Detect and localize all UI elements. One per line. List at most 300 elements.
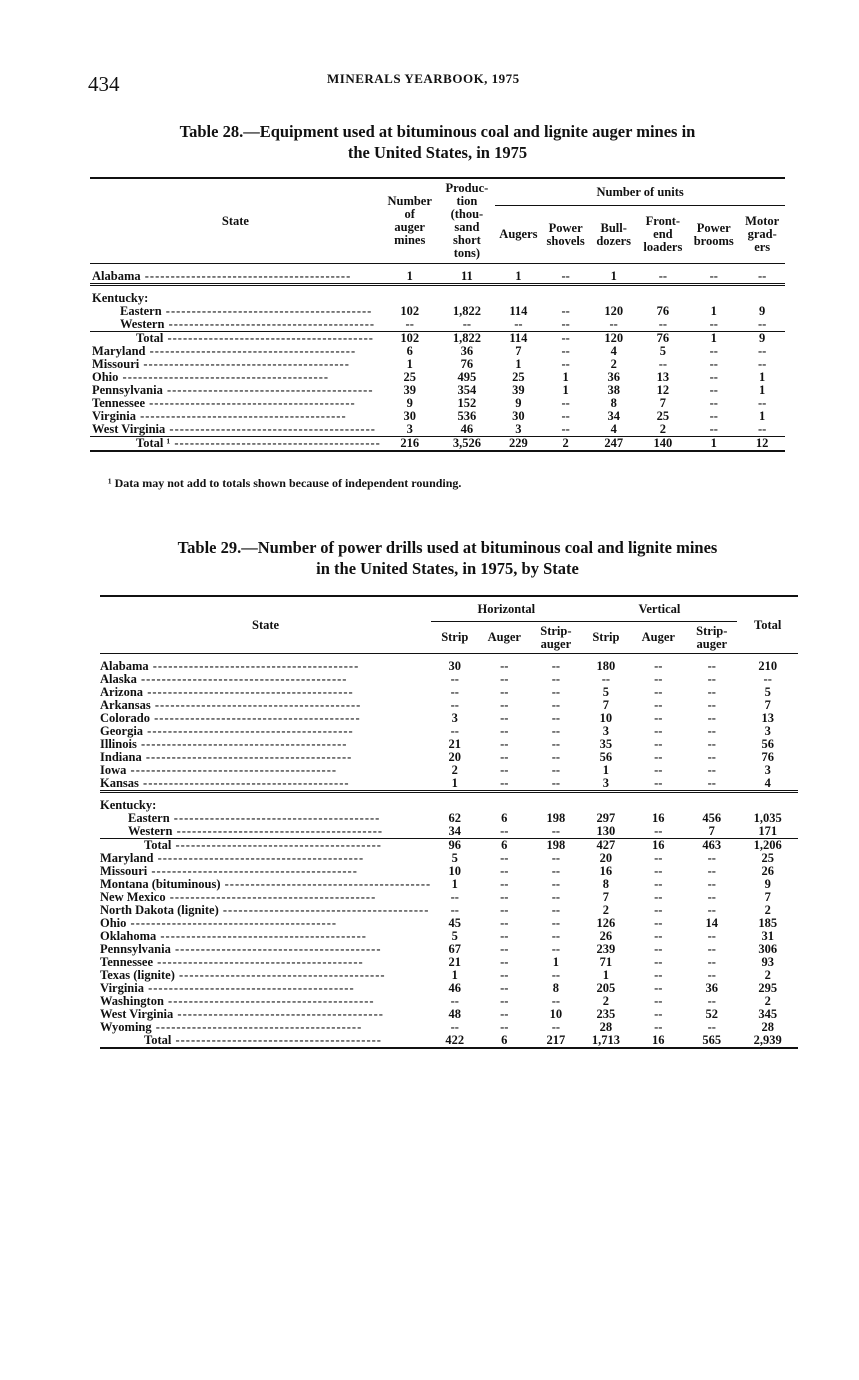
table-cell: 130 [582,825,631,839]
table-cell: -- [500,929,509,943]
row-label: Texas (lignite) ----- [100,969,431,982]
table-cell: 76 [761,750,774,764]
table-cell: 1,713 [591,1033,620,1047]
table-cell: 345 [758,1007,778,1021]
row-label: Pennsylvania ----- [90,384,381,397]
table-cell [630,792,686,813]
t28-load-l1: Front- [645,214,681,228]
table-cell: -- [450,685,459,699]
table-cell: -- [450,724,459,738]
table-row [100,839,798,853]
table-cell: 210 [758,659,778,673]
table-cell [542,285,590,306]
table-cell: -- [495,318,541,332]
table-cell: 171 [737,825,798,839]
table-cell: -- [707,942,716,956]
table-cell: -- [707,864,716,878]
table-cell: -- [638,264,688,285]
table-cell: -- [654,724,663,738]
table-cell: -- [654,890,663,904]
t28-shovels-l2: shovels [546,233,585,248]
table28-footnote: ¹ Data may not add to totals shown because of independent rounding. [108,476,462,490]
t28-prod-l5: short [453,233,481,247]
table-cell: -- [707,877,716,891]
table-cell: -- [654,929,663,943]
table-cell: -- [551,737,561,751]
table29-caption-line1: Table 29.—Number of power drills used at bituminous coal and lignite mines [177,538,718,557]
table-cell: -- [707,672,716,686]
table-cell: -- [654,981,663,995]
t28-shovels-l1: Power [548,220,583,235]
table-cell: 25 [761,851,774,865]
table-cell: 239 [596,942,616,956]
table29 [100,595,798,1049]
table-cell: 34 [431,825,478,839]
table-cell: 126 [596,916,616,930]
table-cell: -- [561,396,570,410]
row-label: Maryland ----- [90,345,381,358]
row-label: West Virginia ----- [100,1008,431,1021]
t28-prod-l6: tons) [453,246,481,260]
table-cell: -- [707,659,716,673]
table-row [100,917,798,930]
t28-brooms-l1: Power [696,220,731,235]
table-cell: -- [707,685,716,699]
table-cell: 1 [552,955,560,969]
table-cell: -- [707,955,716,969]
table-cell: -- [551,864,561,878]
table-cell: -- [530,777,581,792]
table-cell: 25 [403,370,416,384]
table-cell: 1 [451,877,458,891]
table-cell: 354 [457,383,477,397]
table-cell: 76 [460,357,474,371]
table-row [100,1008,798,1021]
table-cell: 180 [596,659,616,673]
table-cell: -- [500,711,509,725]
table-cell: 5 [602,685,610,699]
table-row [100,654,798,674]
table-row [90,345,785,358]
table-row [100,865,798,878]
row-label: Western ----- [100,825,431,839]
table-cell: -- [590,318,638,332]
table-cell: 9 [406,396,413,410]
table-cell: 30 [512,409,525,423]
table-cell: -- [500,942,509,956]
table-row [90,305,785,318]
t28-mines-l4: mines [394,233,426,247]
table-cell: -- [654,659,663,673]
table-cell: -- [758,396,767,410]
table-cell: -- [658,357,668,371]
t28-grad-l2: grad- [747,227,777,241]
table-cell: -- [561,357,570,371]
table-cell: 1 [602,763,610,777]
table-cell [739,285,785,306]
table-cell: -- [707,994,716,1008]
table-cell: -- [654,916,663,930]
table-cell: 9 [764,877,771,891]
t29-head-total: Total [737,596,798,654]
table-row [90,332,785,346]
table-cell: 30 [448,659,461,673]
table-cell: 2,939 [753,1033,782,1047]
table-cell: 28 [761,1020,774,1034]
table-cell: 495 [457,370,477,384]
table-cell: 198 [546,811,566,825]
table-cell: 1 [602,968,610,982]
t28-prod-l1: Produc- [445,181,489,195]
running-title: MINERALS YEARBOOK, 1975 [327,71,520,86]
table-cell: 46 [439,423,496,437]
table-cell: 36 [460,344,474,358]
table-cell: 10 [599,711,613,725]
table-cell: -- [500,968,509,982]
table-cell: 565 [702,1033,722,1047]
table-cell: 120 [604,331,624,345]
table-cell: -- [551,942,561,956]
table-cell: 20 [599,851,613,865]
table-cell: 8 [552,981,560,995]
table-cell: -- [450,672,459,686]
table-cell: -- [654,994,663,1008]
table-cell: 2 [764,903,771,917]
table-cell [590,285,638,306]
t28-mines-l2: of [404,207,415,221]
row-label: Missouri ----- [90,358,381,371]
table-cell: 9 [515,396,522,410]
table-row [100,764,798,777]
table-cell: 56 [599,750,613,764]
t29-hsa-l2: auger [540,636,572,651]
table-cell: -- [542,318,590,332]
table-cell: -- [450,698,459,712]
table-row [100,982,798,995]
row-label: Montana (bituminous) ----- [100,878,431,891]
row-label: Arkansas ----- [100,699,431,712]
table-cell: -- [707,1020,716,1034]
table-cell: 5 [451,929,458,943]
table-row [90,358,785,371]
table-cell: 2 [764,994,771,1008]
table-cell: -- [654,877,663,891]
row-label: Missouri ----- [100,865,431,878]
row-label: West Virginia ----- [90,423,381,437]
row-label: Kentucky: [92,291,149,305]
table-cell: -- [654,1007,663,1021]
table-cell: 5 [451,851,458,865]
table-cell: 9 [759,304,766,318]
table-cell: 6 [501,1033,508,1047]
t28-load-l3: loaders [643,240,683,254]
table-cell: -- [758,357,767,371]
table-cell: 20 [448,750,461,764]
table-cell: 1 [431,777,478,792]
table-row [100,891,798,904]
table-cell: -- [551,916,561,930]
t28-head-loaders [638,206,688,264]
row-label: Ohio ----- [100,917,431,930]
table-cell: -- [500,750,509,764]
row-label: Colorado ----- [100,712,431,725]
table-cell: 6 [406,344,413,358]
table-cell: -- [500,737,509,751]
table28-caption [90,121,785,163]
table-cell: -- [551,929,561,943]
table-cell: -- [551,698,561,712]
table-cell: -- [561,331,570,345]
table-cell: 1 [406,357,413,371]
table-cell: -- [381,318,439,332]
table-cell [688,285,739,306]
table-cell: 34 [607,409,620,423]
table-cell: 21 [448,737,461,751]
table-cell: 102 [400,331,420,345]
table-cell: -- [638,318,688,332]
table-cell: -- [500,890,509,904]
table-cell: -- [707,890,716,904]
table-cell: -- [654,750,663,764]
row-label: Ohio ----- [90,371,381,384]
t28-prod-l4: sand [454,220,480,234]
t28-head-units: Number of units [495,178,785,206]
row-label: Iowa ----- [100,764,431,777]
table-cell: 152 [457,396,477,410]
table-cell: -- [500,877,509,891]
table-cell: -- [450,1020,459,1034]
table-cell: -- [551,890,561,904]
t29-head-v-stripauger [686,622,737,654]
table-cell: 1 [515,357,522,371]
table-cell: 1 [381,264,439,285]
table28 [90,177,785,452]
row-label: Alaska ----- [100,673,431,686]
t29-head-state: State [100,596,431,654]
table-cell: -- [500,1020,509,1034]
table-cell: 96 [448,838,461,852]
table-row [100,751,798,764]
table-cell: 56 [761,737,774,751]
table-cell: 35 [599,737,613,751]
row-label: Total ----- [90,332,381,346]
table-cell: 247 [604,436,624,450]
table-cell: 10 [448,864,461,878]
row-label: Eastern ----- [90,305,381,318]
table-cell [431,792,478,813]
table-cell: -- [758,344,767,358]
table-cell: 7 [764,698,771,712]
table-cell: 140 [653,436,673,450]
table-cell: 536 [457,409,477,423]
table-cell: 26 [761,864,774,878]
row-label: Georgia ----- [100,725,431,738]
table-cell: -- [542,423,590,437]
table-cell: -- [500,1007,509,1021]
table-cell: -- [530,825,581,839]
table-cell: -- [654,968,663,982]
row-label: North Dakota (lignite) ----- [100,904,431,917]
table-cell: -- [707,903,716,917]
table-cell: 297 [596,811,616,825]
table-cell: 7 [602,698,610,712]
t28-prod-l2: tion [456,194,478,208]
table29-caption [100,537,795,579]
table-cell: 12 [656,383,670,397]
t28-load-l2: end [653,227,673,241]
table-cell: -- [654,942,663,956]
table-row [90,384,785,397]
table-cell: 1 [710,304,717,318]
table29-caption-line2: in the United States, in 1975, by State [316,559,579,578]
table-cell: -- [478,777,530,792]
t29-vsa-l1: Strip- [696,623,728,638]
row-label: Alabama ----- [90,264,381,285]
table-cell: -- [686,777,737,792]
table-row [100,699,798,712]
table-cell [582,792,631,813]
table-cell: 28 [599,1020,613,1034]
table-row [90,437,785,452]
table-row [90,397,785,410]
table-cell: 39 [512,383,525,397]
table-cell: 31 [761,929,774,943]
table-cell: -- [709,357,718,371]
table-row [100,712,798,725]
table-cell: 1,822 [452,304,481,318]
table-cell: -- [654,737,663,751]
t28-head-bulldozers [590,206,638,264]
table-row [90,264,785,285]
table-cell: 1 [562,370,569,384]
table-cell: 2 [602,994,610,1008]
table-cell [638,285,688,306]
table-cell: 67 [448,942,461,956]
table-cell: 25 [512,370,525,384]
table-cell: 14 [705,916,719,930]
table-cell: 9 [759,331,766,345]
t28-grad-l3: ers [754,240,771,254]
table-cell: 7 [764,890,771,904]
table-cell: -- [551,877,561,891]
table-cell: 21 [448,955,461,969]
t29-head-horizontal: Horizontal [431,596,581,622]
table-cell: 45 [448,916,461,930]
t28-head-state: State [90,178,381,264]
table-cell [686,792,737,813]
table-cell: -- [551,903,561,917]
table-cell: 12 [755,436,769,450]
table-cell: 13 [761,711,774,725]
table-row [100,792,798,813]
table-cell: -- [551,994,561,1008]
table-cell: 198 [546,838,566,852]
table-cell: 76 [656,331,670,345]
table-cell: -- [551,685,561,699]
t28-bull-l2: dozers [596,233,632,248]
table-cell: 7 [686,825,737,839]
table-cell: 3 [381,423,439,437]
t28-grad-l1: Motor [745,214,780,228]
table-cell: 235 [596,1007,616,1021]
table-cell: 3 [582,777,631,792]
table-cell: 120 [604,304,624,318]
table-cell: -- [551,851,561,865]
table-cell: -- [500,672,509,686]
t29-head-v-strip: Strip [582,622,631,654]
table-cell: -- [709,344,718,358]
t29-head-h-auger: Auger [478,622,530,654]
row-label: Kansas ----- [100,777,431,792]
table-cell: 4 [590,423,638,437]
table-cell: 114 [509,304,528,318]
table-cell: 422 [445,1033,465,1047]
table-cell: 6 [501,838,508,852]
table28-caption-line1: Table 28.—Equipment used at bituminous coal and lignite auger mines in [179,122,696,141]
table-cell: 2 [562,436,569,450]
table-cell: 38 [607,383,620,397]
table-cell: 427 [596,838,616,852]
table-cell: -- [500,994,509,1008]
table28-caption-line2: the United States, in 1975 [347,143,528,162]
table-cell: -- [450,890,459,904]
row-label: Washington ----- [100,995,431,1008]
table-cell: -- [654,864,663,878]
table-cell: -- [688,264,739,285]
t28-mines-l1: Number [387,194,432,208]
table-cell: 62 [448,811,461,825]
table-cell [478,792,530,813]
table-cell: 114 [509,331,528,345]
t28-head-shovels [542,206,590,264]
row-label: Kentucky: [100,798,157,812]
table-cell: 229 [509,436,528,450]
table-cell: 25 [656,409,670,423]
t28-mines-l3: auger [394,220,425,234]
table-cell: 71 [599,955,613,969]
table-row [90,371,785,384]
table-cell: 5 [764,685,771,699]
table-cell: -- [551,1020,561,1034]
table-cell: 7 [659,396,666,410]
table-cell: 11 [439,264,496,285]
table-cell: -- [500,851,509,865]
table-cell: -- [707,851,716,865]
table-cell: 7 [515,344,522,358]
table-cell: -- [561,344,570,358]
table-row [100,878,798,891]
t28-bull-l1: Bull- [600,220,627,235]
table-cell: -- [500,724,509,738]
table-cell: -- [500,698,509,712]
table-cell: 39 [403,383,416,397]
table-cell: 76 [656,304,670,318]
row-label: Tennessee ----- [100,956,431,969]
table-cell: 6 [501,811,508,825]
table-row [90,318,785,332]
table-cell: 205 [596,981,616,995]
table-cell: 7 [602,890,610,904]
table-row [100,1034,798,1048]
table-cell: -- [551,659,561,673]
table-cell: 1 [562,383,569,397]
table-cell: -- [500,659,509,673]
table-cell: 3 [495,423,541,437]
table-cell [530,792,581,813]
table-cell: 16 [599,864,613,878]
table-row [100,673,798,686]
table-cell: -- [688,423,739,437]
